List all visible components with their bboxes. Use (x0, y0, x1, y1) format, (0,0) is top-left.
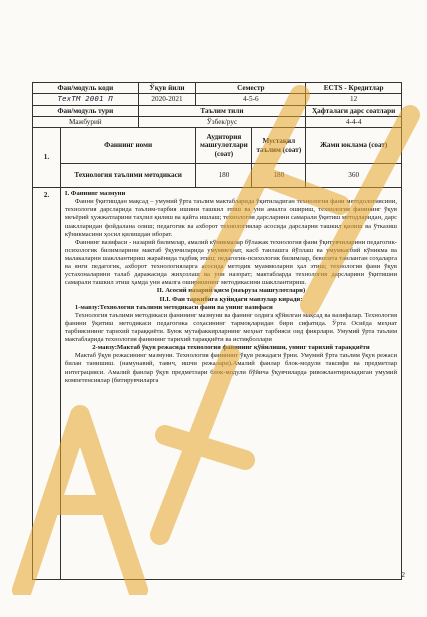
task-paragraph: Фаннинг вазифаси - назарий билимлар, амалий кўникмалар бўлажак технология фани ўқитувчиларини педагогик-психологик билимларини мактаб ўқувчиларида умуммеҳнат, касб танлашга йўллаш ва умумкасбий кўникма ва малакаларни шакллантириш жараёнида тадбиқ этиш; педагогик-психологик билимлар, бевосита танланган соҳаларга ва янги педагогик, ахборот технологияларга асосида методик муаммоларни ҳал этиш; технология фани ўқув устахоналарини талаб даражасида жиҳозлаш ва уни назорат; мактабларда технология дарсларини ўқитишни самарали ташкил этиш ҳамда уни амалга оширишнинг методикасини шакллантириш. (64, 238, 397, 287)
topic-2-title: 2-мавзу:Мактаб ўқув режасида технология фанининг қўйилиши, унинг тарихий тараққиёти (92, 344, 370, 352)
self-study-value: 180 (252, 164, 306, 188)
syllabus-table (32, 82, 402, 580)
topic-1-paragraph: Технология таълими методикаси фанининг мазмуни ва фанинг олдига қўйилган мақсад ва вазифалар. Технология фанини ўқитиш методикаси педагогика соҳасининг тармоқларидан бири сифатида. Ўрта Осиёда меҳнат тарбиясининг тарихий тараққиёти. Буюк мутафаккирларнинг меҳнат тарбияси оид фикрлари. Умумий ўрта таълим мактабларида технология фанининг тарихий тараққиёти ва истиқболлари (64, 311, 397, 344)
semester-label: Семестр (196, 83, 306, 94)
type-labels-row (33, 105, 402, 116)
credits-label: ECTS - Кредитлар (306, 83, 402, 94)
credits-value: 12 (306, 94, 402, 105)
subject-value: Технология таълими методикаси (60, 164, 195, 188)
section-heading-1: I. Фаннинг мазмуни (64, 190, 126, 198)
hours-header-row (33, 128, 402, 164)
weekly-label: Ҳафталаги дарс соатлари (306, 105, 402, 116)
topic-1-title: 1-мавзу:Технология таълими методикаси фани ва унинг вазифаси (74, 303, 273, 311)
year-value: 2020-2021 (138, 94, 196, 105)
lang-value: Ўзбек/рус (138, 116, 306, 127)
header-labels-row (33, 83, 402, 94)
type-values-row (33, 116, 402, 127)
section-heading-2: II. Асосий назарий қисм (маъруза машғулотлари) (156, 287, 306, 295)
semester-value: 4-5-6 (196, 94, 306, 105)
topic-2-paragraph: Мактаб ўқув режасининг мазмуни. Технология фанининг ўқув режадаги ўрни. Умумий ўрта таълим ўқув режаси билан танишиш. (намунавий, таянч, ишчи режалари).Амалий фанлар блок-модули таксифи ва предметлар интеграцияси. Амалий фанлар ўқув предметлари блок-модули бўйича ўқувчиларда ривожлантириладиган умумий компетенсиялар (битирувчиларга (64, 352, 397, 384)
row-number-2: 2. (33, 188, 61, 580)
type-value: Мажбурий (33, 116, 139, 127)
total-load-label: Жами юклама (соат) (306, 128, 402, 164)
subject-label: Фаннинг номи (60, 128, 195, 164)
goal-paragraph: Фанни ўқитишдан мақсад – умумий ўрта таълим мактабларида ўқитиладиган технология фани методологиясини, технология дарсларида таълим-тарбия ишини ташкил этиш ва уни амалга ошириш, технология фанининг ўқув меъёрий ҳужжатларини таҳлил қилиш ва қайта ишлаш; технология дарсларини самарали ўқитиш методларидан, дарс шаклларидан фойдалана олиш; педагогик ва ахборот технологиялар асосида дарсларни ташкил қилиш ва ўтказиш кўникмасини ҳосил қилишдан иборат. (64, 198, 397, 238)
auditorium-value: 180 (196, 164, 252, 188)
year-label: Ўқув йили (138, 83, 196, 94)
row-number-1: 1. (33, 128, 61, 188)
lang-label: Таълим тили (138, 105, 306, 116)
total-load-value: 360 (306, 164, 402, 188)
weekly-value: 4-4-4 (306, 116, 402, 127)
header-values-row (33, 94, 402, 105)
code-label: Фан/модуль коди (33, 83, 139, 94)
auditorium-label: Аудитория машғулотлари (соат) (196, 128, 252, 164)
section-heading-3: II.I. Фан таркибига қуйидаги мавзулар киради: (159, 295, 303, 303)
content-row (33, 188, 402, 580)
content-cell (60, 188, 401, 580)
page-number: 2 (401, 571, 405, 579)
self-study-label: Мустақил таълим (соат) (252, 128, 306, 164)
code-value: ТехТМ 2001 П (33, 94, 139, 105)
type-label: Фан/модуль тури (33, 105, 139, 116)
hours-values-row (33, 164, 402, 188)
